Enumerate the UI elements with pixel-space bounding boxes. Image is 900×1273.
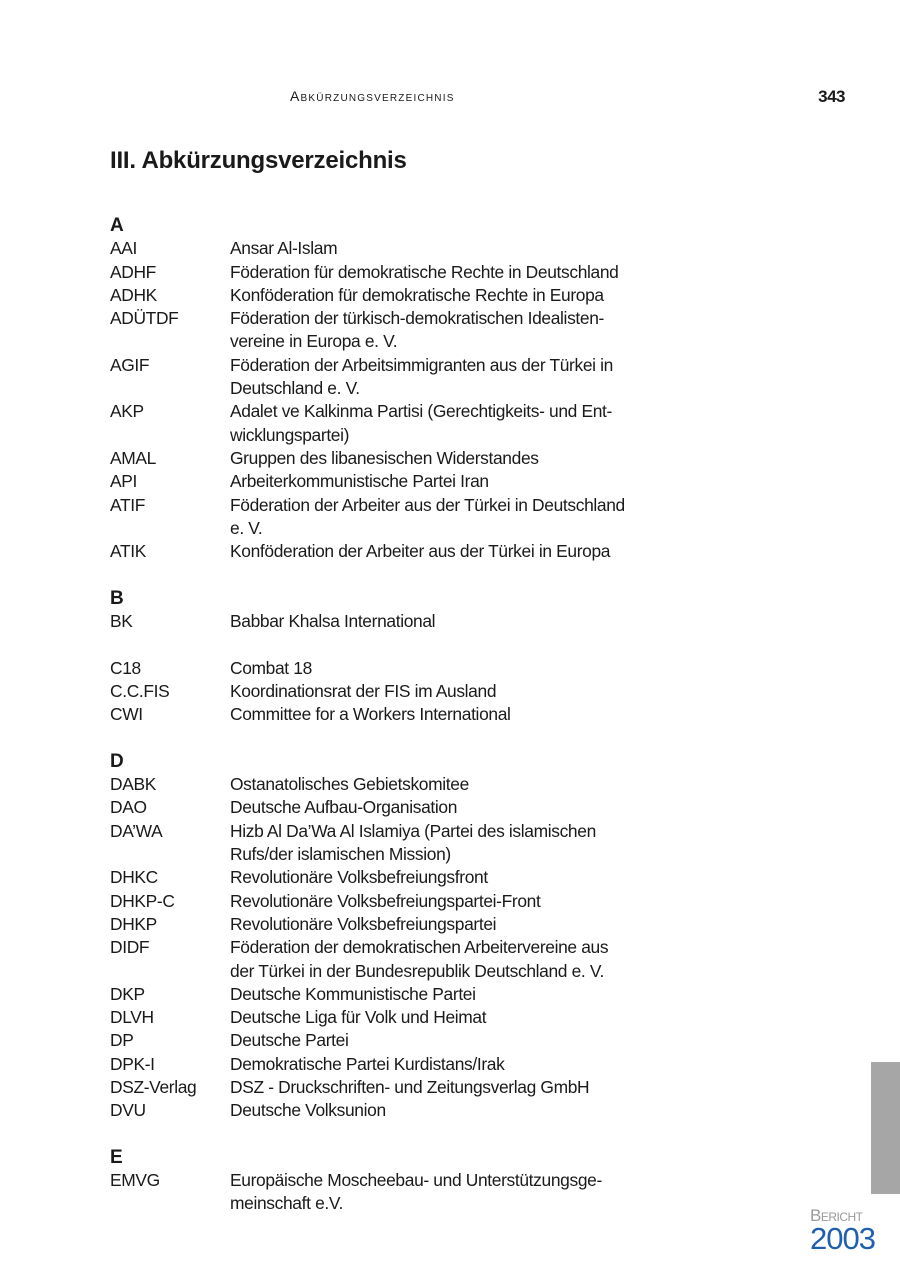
definition-line: Deutsche Aufbau-Organisation [230,797,458,818]
section-letter: A [110,215,124,236]
definition [230,866,488,889]
definition [230,470,489,493]
abbreviation-entry [110,1099,750,1122]
definition-line: der Türkei in der Bundesrepublik Deutschland e. V. [230,960,605,981]
definition [230,796,457,819]
abbreviation: DHKP [110,913,157,934]
definition [230,913,496,936]
definition [230,1076,589,1099]
definition-line: Deutsche Liga für Volk und Heimat [230,1007,487,1028]
abbreviation-entry [110,820,750,867]
definition [230,237,337,260]
definition [230,540,610,563]
abbreviation-entry [110,796,750,819]
abbreviation: DHKP-C [110,890,175,911]
abbreviation: ATIK [110,541,146,562]
logo-line1: Bericht [810,1206,863,1225]
side-thumb-tab [871,1062,900,1194]
abbreviation-entry [110,494,750,541]
definition-line: Europäische Moscheebau- und Unterstützungsge- [230,1170,602,1191]
definition-line: wicklungspartei) [230,424,350,445]
definition [230,284,604,307]
definition [230,773,469,796]
definition [230,354,613,401]
section-gap [110,633,750,656]
definition [230,983,476,1006]
abbreviation: AGIF [110,354,150,375]
abbreviation: DIDF [110,937,150,958]
abbreviation: DVU [110,1100,146,1121]
logo-line2: 2003 [810,1221,875,1256]
report-logo [810,1206,880,1256]
definition [230,261,619,284]
abbreviation-entry [110,1006,750,1029]
running-header: Abkürzungsverzeichnis [290,88,455,104]
definition [230,1053,504,1076]
section-gap [110,727,750,750]
abbreviation: DHKC [110,867,158,888]
abbreviation-entry [110,680,750,703]
definition [230,1006,486,1029]
abbreviation-entry [110,307,750,354]
abbreviation-entry [110,540,750,563]
definition-line: Rufs/der islamischen Mission) [230,844,451,865]
abbreviation-entry [110,1029,750,1052]
definition [230,680,496,703]
definition [230,610,435,633]
definition-line: Ansar Al-Islam [230,238,338,259]
abbreviation: DPK-I [110,1053,155,1074]
definition-line: Föderation der türkisch-demokratischen Idealisten- [230,308,604,329]
abbreviation-entry [110,657,750,680]
abbreviation-entry [110,400,750,447]
abbreviation: ADÜTDF [110,308,179,329]
page-number: 343 [818,87,845,106]
abbreviation-entry [110,610,750,633]
abbreviation: DKP [110,983,145,1004]
section-letter: B [110,587,124,609]
definition [230,1099,386,1122]
abbreviation: C18 [110,657,141,678]
abbreviation: ADHF [110,261,156,282]
definition-line: DSZ - Druckschriften- und Zeitungsverlag GmbH [230,1076,590,1097]
page-title: III. Abkürzungsverzeichnis [110,147,407,174]
abbreviation: DAO [110,797,147,818]
definition-line: Deutsche Kommunistische Partei [230,983,476,1004]
abbreviation-entry [110,447,750,470]
abbreviation: CWI [110,704,143,725]
definition-line: Revolutionäre Volksbefreiungsfront [230,867,488,888]
definition-line: Hizb Al Da’Wa Al Islamiya (Partei des islamischen [230,820,596,841]
section-gap [110,563,750,586]
abbreviation: BK [110,611,133,632]
abbreviation-entry [110,983,750,1006]
definition [230,657,312,680]
abbreviation-entry [110,866,750,889]
definition-line: Föderation der Arbeitsimmigranten aus der Türkei in [230,354,613,375]
abbreviation-entry [110,261,750,284]
definition [230,820,596,867]
abbreviation-entry [110,354,750,401]
abbreviation-entry [110,703,750,726]
definition-line: e. V. [230,517,263,538]
definition [230,890,540,913]
abbreviation-entry [110,1169,750,1216]
abbreviation: C.C.FIS [110,680,170,701]
definition [230,400,612,447]
definition [230,447,539,470]
abbreviation: EMVG [110,1170,160,1191]
definition [230,936,608,983]
abbreviation-entry [110,773,750,796]
abbreviation-entry [110,890,750,913]
definition-line: meinschaft e.V. [230,1193,344,1214]
definition-line: Föderation der Arbeiter aus der Türkei in Deutschland [230,494,625,515]
definition [230,703,511,726]
definition-line: Gruppen des libanesischen Widerstandes [230,447,539,468]
definition-line: Föderation für demokratische Rechte in Deutschland [230,261,619,282]
section-gap [110,1123,750,1146]
definition-line: vereine in Europa e. V. [230,331,398,352]
definition-line: Revolutionäre Volksbefreiungspartei-Front [230,890,541,911]
definition-line: Combat 18 [230,657,312,678]
definition [230,1029,348,1052]
section-letter: E [110,1146,123,1168]
abbreviation: ATIF [110,494,145,515]
abbreviation: DLVH [110,1007,154,1028]
abbreviation-entry [110,470,750,493]
definition [230,307,604,354]
definition [230,494,625,541]
section-letter: D [110,750,124,772]
definition-line: Koordinationsrat der FIS im Ausland [230,680,497,701]
definition-line: Ostanatolisches Gebietskomitee [230,774,469,795]
definition-line: Babbar Khalsa International [230,611,436,632]
definition-line: Konföderation der Arbeiter aus der Türkei in Europa [230,541,611,562]
abbreviation: AMAL [110,447,156,468]
definition-line: Arbeiterkommunistische Partei Iran [230,471,489,492]
abbreviation-entry [110,936,750,983]
abbreviation: DSZ-Verlag [110,1076,197,1097]
abbreviation-entry [110,1076,750,1099]
abbreviation: AAI [110,238,137,259]
definition-line: Konföderation für demokratische Rechte in Europa [230,284,604,305]
abbreviation-entry [110,1053,750,1076]
abbreviation-list [110,214,750,1216]
definition-line: Föderation der demokratischen Arbeitervereine aus [230,937,609,958]
abbreviation: DA’WA [110,820,163,841]
abbreviation-entry [110,913,750,936]
definition [230,1169,602,1216]
abbreviation: API [110,471,137,492]
abbreviation-entry [110,284,750,307]
abbreviation: DP [110,1030,134,1051]
abbreviation: AKP [110,401,144,422]
definition-line: Deutsche Volksunion [230,1100,386,1121]
definition-line: Adalet ve Kalkinma Partisi (Gerechtigkeits- und Ent- [230,401,612,422]
definition-line: Deutschland e. V. [230,378,360,399]
definition-line: Deutsche Partei [230,1030,349,1051]
definition-line: Committee for a Workers International [230,704,511,725]
abbreviation: ADHK [110,284,157,305]
abbreviation-entry [110,237,750,260]
definition-line: Revolutionäre Volksbefreiungspartei [230,913,497,934]
abbreviation: DABK [110,774,156,795]
definition-line: Demokratische Partei Kurdistans/Irak [230,1053,505,1074]
